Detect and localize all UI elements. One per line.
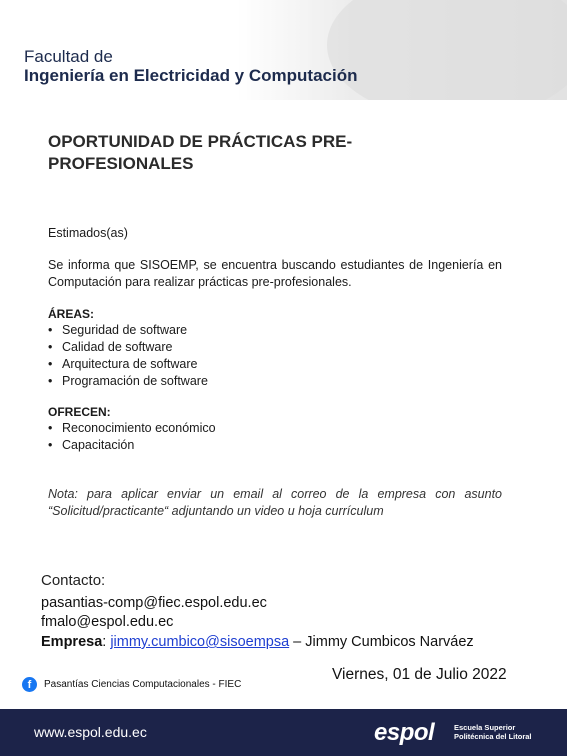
- espol-subtitle-line1: Escuela Superior: [454, 723, 516, 732]
- company-contact: Empresa: jimmy.cumbico@sisoempsa – Jimmy Cumbicos Narváez: [41, 634, 474, 650]
- company-label: Empresa: [41, 634, 103, 650]
- areas-label: ÁREAS:: [48, 307, 95, 321]
- espol-subtitle-line2: Politécnica del Litoral: [454, 732, 532, 741]
- espol-logo-subtitle: [454, 723, 532, 741]
- list-item: • Reconocimiento económico: [48, 420, 216, 437]
- contact-label: Contacto:: [41, 572, 106, 589]
- footer: [0, 709, 567, 756]
- list-item: • Capacitación: [48, 437, 216, 454]
- areas-list: [48, 322, 208, 390]
- page-title: OPORTUNIDAD DE PRÁCTICAS PRE-PROFESIONALES: [48, 132, 353, 173]
- facebook-page-name: Pasantías Ciencias Computacionales - FIEC: [44, 679, 242, 690]
- footer-website-link[interactable]: www.espol.edu.ec: [34, 724, 147, 740]
- list-item: • Calidad de software: [48, 339, 208, 356]
- faculty-name-line2: Ingeniería en Electricidad y Computación: [24, 66, 358, 85]
- espol-logo: espol: [374, 719, 435, 746]
- list-item: • Programación de software: [48, 373, 208, 390]
- facebook-page-link[interactable]: [22, 677, 241, 692]
- list-item: • Arquitectura de software: [48, 356, 208, 373]
- header: [0, 0, 567, 100]
- header-decoration: [327, 0, 567, 100]
- list-item: • Seguridad de software: [48, 322, 208, 339]
- contact-email-1: pasantias-comp@fiec.espol.edu.ec: [41, 595, 267, 611]
- offers-list: [48, 420, 216, 454]
- company-email-link[interactable]: jimmy.cumbico@sisoempsa: [110, 634, 290, 650]
- intro-paragraph: Se informa que SISOEMP, se encuentra buscando estudiantes de Ingeniería en Computación para realizar prácticas pre-profesionales.: [48, 258, 502, 289]
- faculty-name-line1: Facultad de: [24, 47, 113, 66]
- company-person: – Jimmy Cumbicos Narváez: [289, 634, 474, 650]
- offers-label: OFRECEN:: [48, 405, 111, 419]
- facebook-icon: f: [22, 677, 37, 692]
- publication-date: Viernes, 01 de Julio 2022: [332, 666, 507, 683]
- application-note: Nota: para aplicar enviar un email al correo de la empresa con asunto “Solicitud/practicante“ adjuntando un video u hoja currículum: [48, 487, 502, 518]
- contact-email-2: fmalo@espol.edu.ec: [41, 614, 174, 630]
- greeting: Estimados(as): [48, 226, 128, 240]
